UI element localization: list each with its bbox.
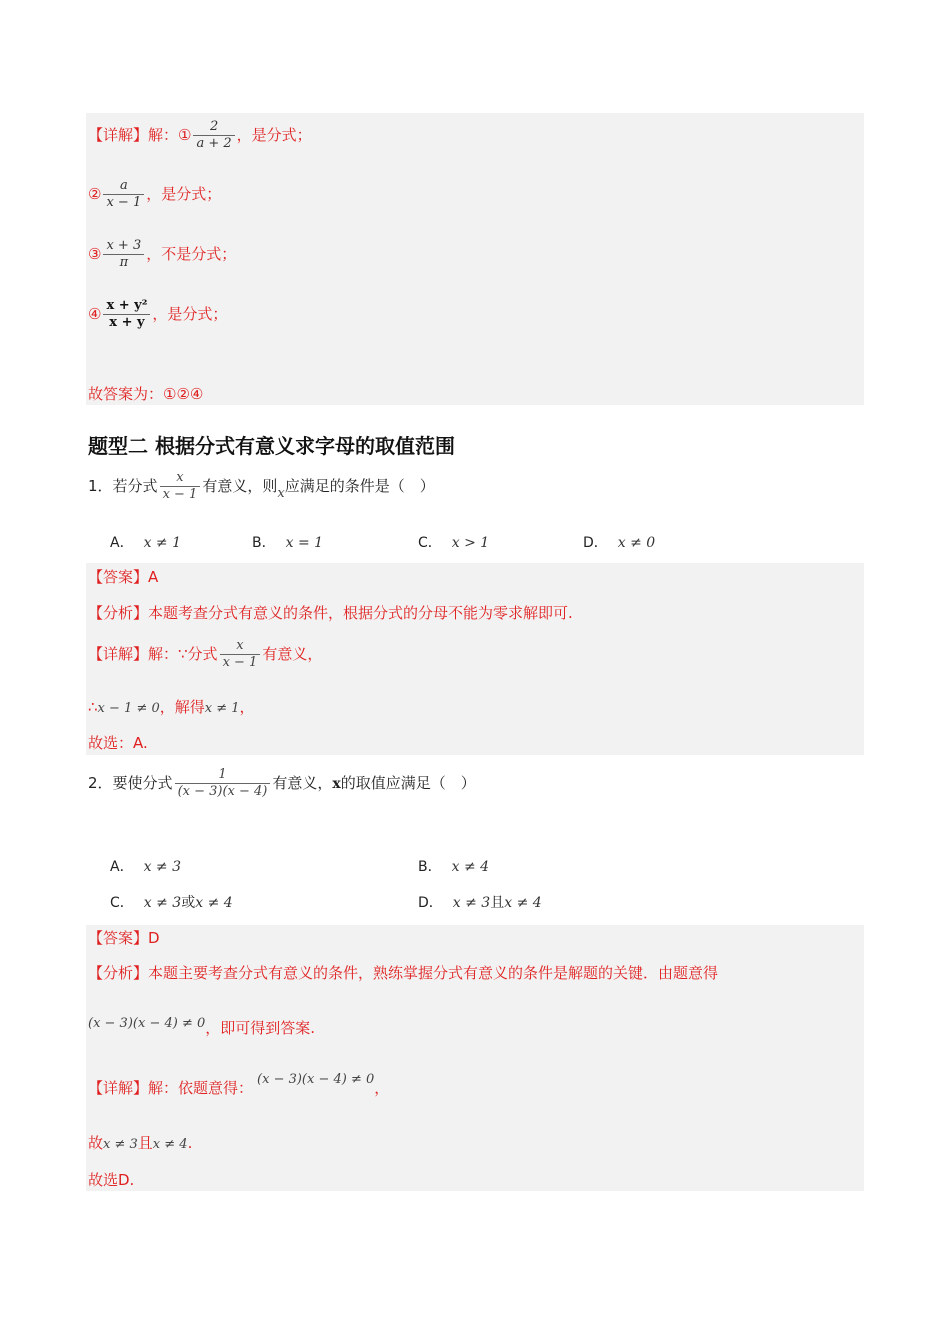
fraction: $\frac{2}{a + 2}$ (193, 119, 234, 152)
question-text: 若分式 (112, 477, 158, 495)
fraction: $\frac{x + 3}{\pi}$ (103, 238, 144, 271)
item-suffix: ，是分式； (152, 305, 228, 323)
analysis-line: 【分析】本题考查分式有意义的条件，根据分式的分母不能为零求解即可. (88, 604, 573, 622)
option-b[interactable]: B． x = 1 (252, 535, 324, 551)
detail-line-3 (88, 238, 236, 271)
answer-line: 故答案为：①②④ (88, 385, 204, 403)
answer-label: 【答案】A (88, 568, 159, 586)
section-title: 题型二 根据分式有意义求字母的取值范围 (88, 434, 455, 458)
fraction: $\frac{a}{x - 1}$ (103, 178, 144, 211)
therefore-line: ∴x − 1 ≠ 0，解得x ≠ 1， (88, 698, 255, 716)
option-c[interactable]: C． x ≠ 3或x ≠ 4 (110, 895, 233, 911)
detail-line-4 (88, 298, 227, 331)
fraction: $\frac{x}{x - 1}$ (160, 470, 201, 503)
choose-line: 故选：A. (88, 734, 148, 752)
detail-line-1 (88, 119, 312, 152)
question-2: 2．要使分式 $\frac{1}{(x - 3)(x - 4)}$ 有意义，x的取值应满足（ ） (88, 767, 476, 799)
option-d[interactable]: D． x ≠ 3且x ≠ 4 (418, 895, 542, 911)
so-line: 故x ≠ 3且x ≠ 4. (88, 1134, 193, 1152)
item-suffix: ，是分式； (146, 185, 222, 203)
item-mark: ③ (88, 245, 102, 263)
analysis-line: 【分析】本题主要考查分式有意义的条件，熟练掌握分式有意义的条件是解题的关键．由题意得 (88, 964, 719, 982)
item-suffix: ，不是分式； (146, 245, 237, 263)
question-number: 2． (88, 774, 113, 792)
item-mark: ② (88, 185, 102, 203)
option-d[interactable]: D． x ≠ 0 (583, 535, 656, 551)
detail-tag: 【详解】 (88, 126, 149, 144)
answer-label: 【答案】D (88, 929, 160, 947)
option-c[interactable]: C． x > 1 (418, 535, 490, 551)
variable: x (277, 486, 285, 501)
variable: x (332, 776, 341, 792)
detail-intro: 解： (148, 126, 179, 144)
option-b[interactable]: B． x ≠ 4 (418, 859, 490, 875)
item-mark: ① (178, 126, 192, 144)
choose-line: 故选D. (88, 1171, 135, 1189)
fraction: $\frac{1}{(x - 3)(x - 4)}$ (175, 767, 271, 800)
detail-line: 【详解】解：依题意得： (x − 3)(x − 4) ≠ 0， (88, 1072, 390, 1097)
detail-line: 【详解】解：∵分式 $\frac{x}{x - 1}$ 有意义， (88, 638, 323, 670)
option-a[interactable]: A． x ≠ 3 (110, 859, 182, 875)
fraction: $\frac{\text{x + y²}}{x + y}$ (103, 298, 150, 331)
item-mark: ④ (88, 305, 102, 323)
item-suffix: ，是分式； (236, 126, 312, 144)
detail-line-2 (88, 178, 221, 211)
fraction: $\frac{x}{x - 1}$ (220, 638, 261, 671)
question-number: 1． (88, 477, 113, 495)
option-a[interactable]: A． x ≠ 1 (110, 535, 182, 551)
analysis-line-2: (x − 3)(x − 4) ≠ 0，即可得到答案. (88, 1016, 316, 1037)
question-1: 1．若分式 $\frac{x}{x - 1}$ 有意义，则x应满足的条件是（ ） (88, 470, 435, 502)
